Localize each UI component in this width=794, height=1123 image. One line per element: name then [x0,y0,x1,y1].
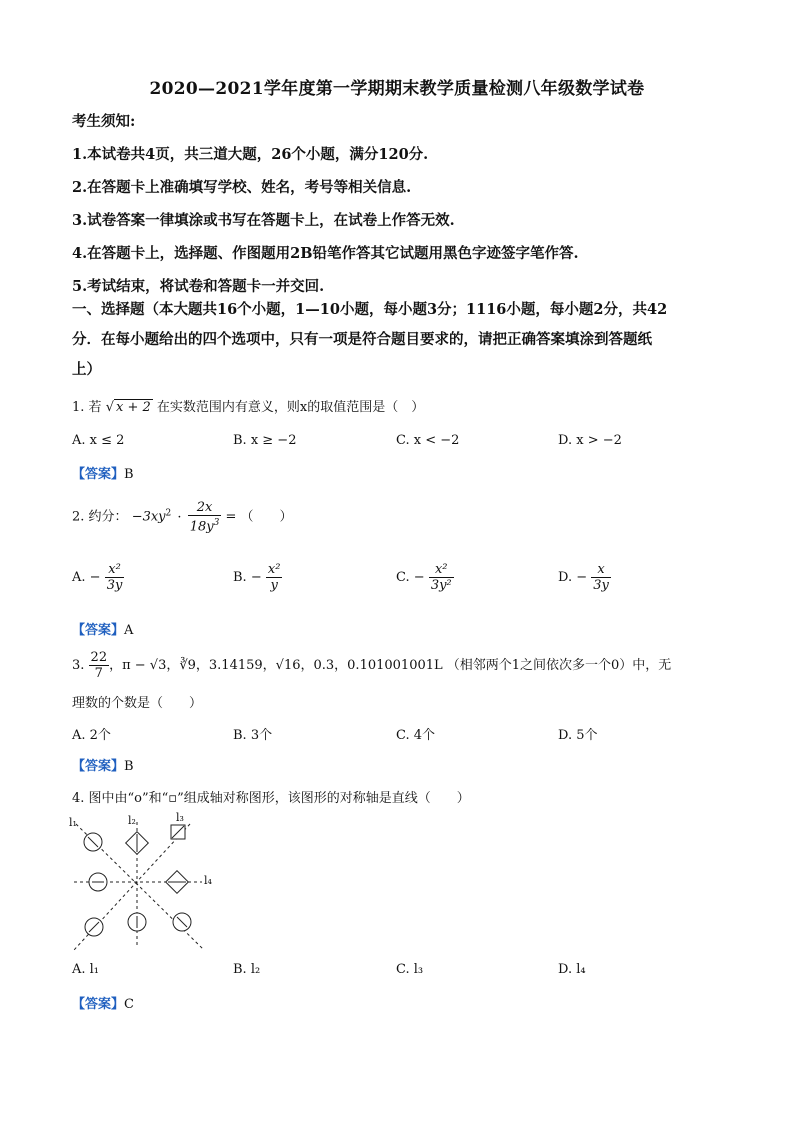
question-4: 4. 图中由“o”和“▫”组成轴对称图形，该图形的对称轴是直线（ ） [72,791,470,806]
q2-option-d-num: x [591,562,611,578]
q3-option-d: D. 5个 [558,728,598,743]
q1-radicand: x + 2 [115,400,151,415]
question-3 [72,650,671,681]
q2-answer [72,619,133,638]
q2-option-b-label: B. [233,570,247,585]
q1-answer [72,463,134,482]
symmetry-figure [66,812,226,954]
label-l2: l₂ [128,814,136,827]
section1-line-3: 上） [72,361,101,378]
q3-list: ，π − √3，∛9，3.14159，√16，0.3，0.101001001L （相邻两个1之间依次多一个0）中，无 [109,658,672,673]
q4-option-a: A. l₁ [72,962,100,977]
q2-post: = （ ） [225,509,293,525]
notice-item-1: 1.本试卷共4页，共三道大题，26个小题，满分120分. [72,146,429,163]
question-1: 1. 若 √ x + 2 在实数范围内有意义，则x的取值范围是（ ） [72,400,425,415]
q2-option-a [72,562,124,593]
q2-option-c-label: C. [396,570,410,585]
q3-frac-den: 7 [94,666,103,681]
q3-line-2: 理数的个数是（ ） [72,696,203,711]
notice-heading: 考生须知: [72,113,136,130]
q2-option-c-num: x² [429,562,454,578]
q2-fraction: $\frac{2x}{18y^3}$ [189,500,220,535]
answer-tag: 【答案】 [72,467,125,482]
q2-expr-a: −3xy [131,509,166,525]
q4-option-c: C. l₃ [396,962,424,977]
answer-tag: 【答案】 [72,759,125,774]
q3-pre: 3. [72,658,85,673]
notice-item-4: 4.在答题卡上，选择题、作图题用2B铅笔作答其它试题用黑色字迹签字笔作答. [72,245,579,262]
q2-answer-value: A [124,623,134,638]
exam-title: 2020—2021学年度第一学期期末教学质量检测八年级数学试卷 [149,79,645,99]
q3-fraction [89,650,110,681]
q2-option-d [558,562,611,593]
label-l3: l₃ [176,812,184,824]
q4-answer [72,993,134,1012]
answer-tag: 【答案】 [72,997,125,1012]
q1-answer-value: B [124,467,134,482]
q2-option-a-den: 3y [106,578,123,593]
question-2: 2. 约分： $-3xy^2$ · $\frac{2x}{18y^3}$ = （ ） [72,500,293,535]
notice-item-2: 2.在答题卡上准确填写学校、姓名，考号等相关信息. [72,179,412,196]
q2-option-a-label: A. [72,570,86,585]
label-l4: l₄ [204,874,212,887]
q3-frac-num: 22 [90,650,108,665]
q3-option-b: B. 3个 [233,728,273,743]
q1-option-a: A. x ≤ 2 [72,433,125,448]
q3-answer [72,755,134,774]
section1-line-1: 一、选择题（本大题共16个小题，1—10小题，每小题3分；1116小题，每小题2分，共42 [72,301,668,318]
q2-option-c [396,562,454,593]
q2-frac-num: 2x [188,500,222,516]
section1-line-2: 分．在每小题给出的四个选项中，只有一项是符合题目要求的，请把正确答案填涂到答题纸 [72,331,652,348]
q3-option-c: C. 4个 [396,728,436,743]
q2-option-a-sign: − [89,570,101,585]
q4-answer-value: C [124,997,134,1012]
q2-pre: 2. 约分： [72,509,128,525]
q2-option-b-den: y [270,578,278,593]
notice-item-5: 5.考试结束，将试卷和答题卡一并交回. [72,278,325,295]
q2-option-d-label: D. [558,570,573,585]
q1-option-c: C. x < −2 [396,433,460,448]
q1-option-b: B. x ≥ −2 [233,433,297,448]
label-l1: l₁ [69,816,77,829]
q2-option-b-sign: − [250,570,262,585]
q2-option-b-num: x² [267,562,281,577]
q2-option-c-sign: − [413,570,425,585]
q2-option-d-den: 3y [593,578,609,593]
notice-item-3: 3.试卷答案一律填涂或书写在答题卡上，在试卷上作答无效. [72,212,455,229]
answer-tag: 【答案】 [72,623,125,638]
q4-option-d: D. l₄ [558,962,586,977]
q1-option-d: D. x > −2 [558,433,622,448]
q4-option-b: B. l₂ [233,962,261,977]
q2-option-b [233,562,282,593]
q2-option-a-num: x² [105,562,125,578]
q3-answer-value: B [124,759,134,774]
q2-option-c-den: 3y² [430,578,452,593]
q3-option-a: A. 2个 [72,728,111,743]
q2-option-d-sign: − [576,570,588,585]
q1-pre: 1. 若 [72,400,102,415]
q2-frac-den: 18y [189,519,214,535]
q1-post: 在实数范围内有意义，则x的取值范围是（ ） [156,400,425,415]
